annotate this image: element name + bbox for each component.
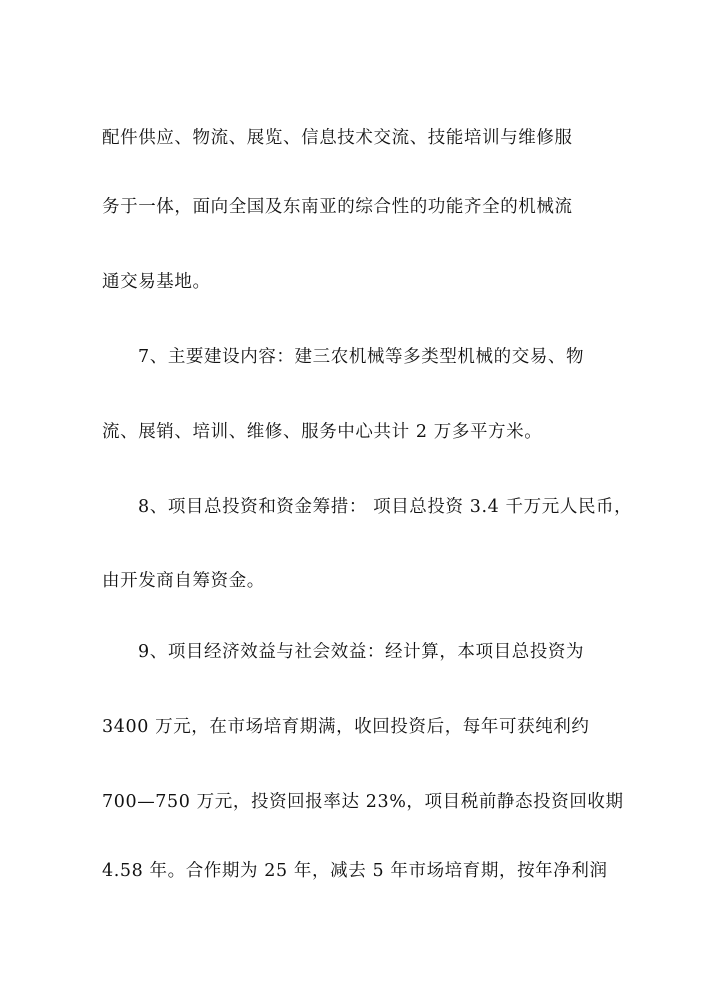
item-8-heading-line: 8、项目总投资和资金筹措： 项目总投资 3.4 千万元人民币， [138,497,633,517]
text-line-1: 配件供应、物流、展览、信息技术交流、技能培训与维修服 [102,128,573,148]
text-line-3: 通交易基地。 [102,272,211,292]
item-7-heading-line: 7、主要建设内容：建三农机械等多类型机械的交易、物 [138,347,585,367]
text-line-2: 务于一体，面向全国及东南亚的综合性的功能齐全的机械流 [102,197,573,217]
item-9-heading-line: 9、项目经济效益与社会效益：经计算，本项目总投资为 [138,642,585,662]
text-line-9: 3400 万元，在市场培育期满，收回投资后，每年可获纯利约 [102,717,590,737]
text-line-7: 由开发商自筹资金。 [102,571,265,591]
text-line-10: 700—750 万元，投资回报率达 23%，项目税前静态投资回收期 [102,792,624,812]
text-line-5: 流、展销、培训、维修、服务中心共计 2 万多平方米。 [102,422,543,442]
text-line-11: 4.58 年。合作期为 25 年，减去 5 年市场培育期，按年净利润 [102,861,608,881]
